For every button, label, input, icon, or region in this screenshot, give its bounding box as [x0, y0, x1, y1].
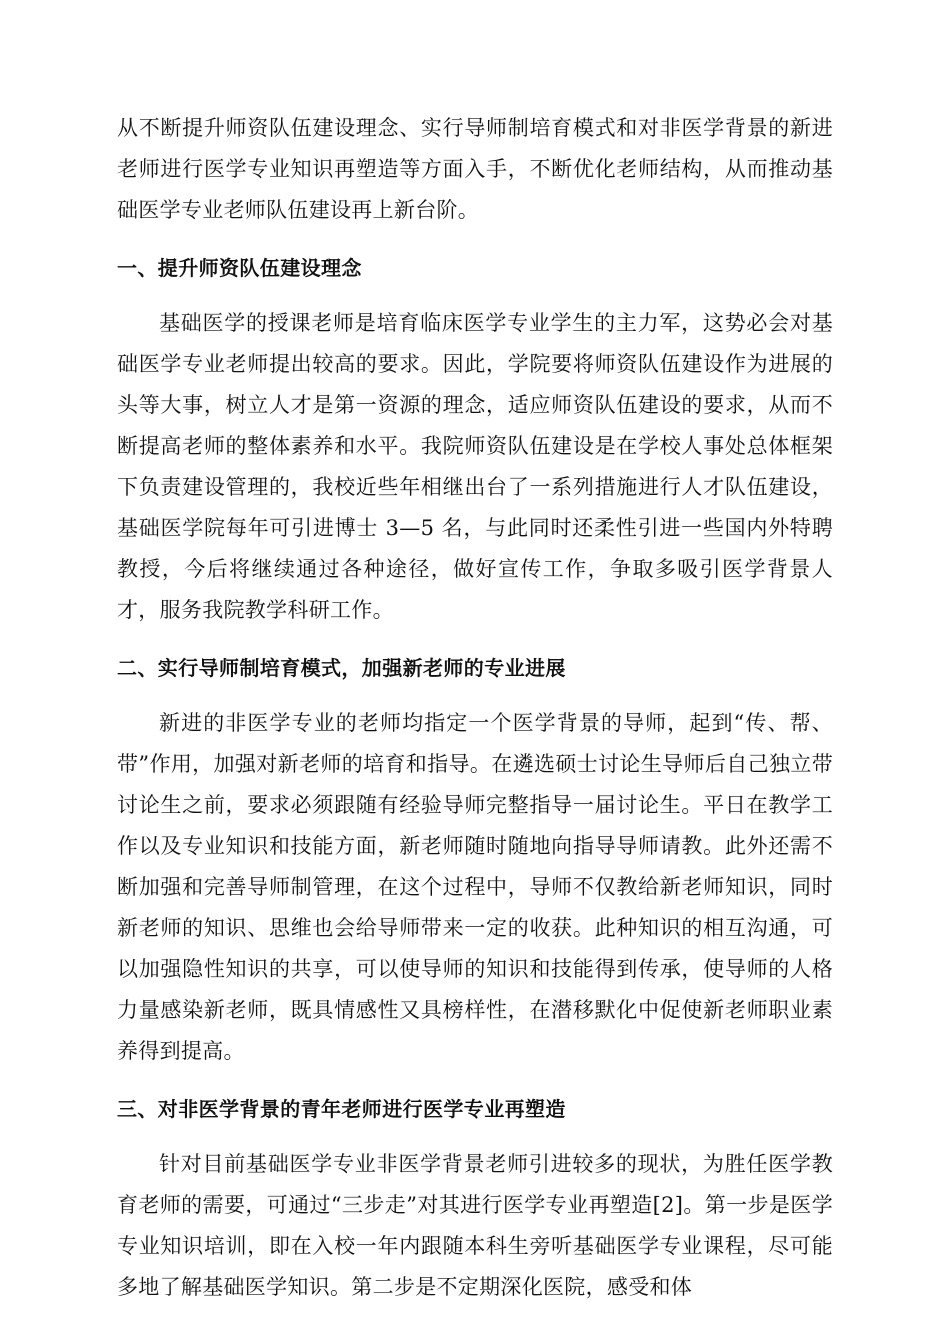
intro-paragraph: 从不断提升师资队伍建设理念、实行导师制培育模式和对非医学背景的新进老师进行医学专业知识再塑造等方面入手，不断优化老师结构，从而推动基础医学专业老师队伍建设再上新台阶。 [117, 116, 833, 222]
section-1-heading: 一、提升师资队伍建设理念 [117, 256, 362, 280]
document-body [117, 108, 833, 1308]
section-2-paragraph: 新进的非医学专业的老师均指定一个医学背景的导师，起到“传、帮、带”作用，加强对新老师的培育和指导。在遴选硕士讨论生导师后自己独立带讨论生之前，要求必须跟随有经验导师完整指导一届讨论生。平日在教学工作以及专业知识和技能方面，新老师随时随地向指导导师请教。此外还需不断加强和完善导师制管理，在这个过程中，导师不仅教给新老师知识，同时新老师的知识、思维也会给导师带来一定的收获。此种知识的相互沟通，可以加强隐性知识的共享，可以使导师的知识和技能得到传承，使导师的人格力量感染新老师，既具情感性又具榜样性，在潜移默化中促使新老师职业素养得到提高。 [117, 711, 833, 1063]
section-3-heading: 三、对非医学背景的青年老师进行医学专业再塑造 [117, 1097, 566, 1121]
section-3-paragraph: 针对目前基础医学专业非医学背景老师引进较多的现状，为胜任医学教育老师的需要，可通过“三步走”对其进行医学专业再塑造[2]。第一步是医学专业知识培训，即在入校一年内跟随本科生旁听基础医学专业课程，尽可能多地了解基础医学知识。第二步是不定期深化医院，感受和体 [117, 1152, 833, 1299]
section-1-paragraph: 基础医学的授课老师是培育临床医学专业学生的主力军，这势必会对基础医学专业老师提出较高的要求。因此，学院要将师资队伍建设作为进展的头等大事，树立人才是第一资源的理念，适应师资队伍建设的要求，从而不断提高老师的整体素养和水平。我院师资队伍建设是在学校人事处总体框架下负责建设管理的，我校近些年相继出台了一系列措施进行人才队伍建设，基础医学院每年可引进博士 3—5 名，与此同时还柔性引进一些国内外特聘教授，今后将继续通过各种途径，做好宣传工作，争取多吸引医学背景人才，服务我院教学科研工作。 [117, 311, 833, 622]
section-2-heading: 二、实行导师制培育模式，加强新老师的专业进展 [117, 656, 566, 680]
